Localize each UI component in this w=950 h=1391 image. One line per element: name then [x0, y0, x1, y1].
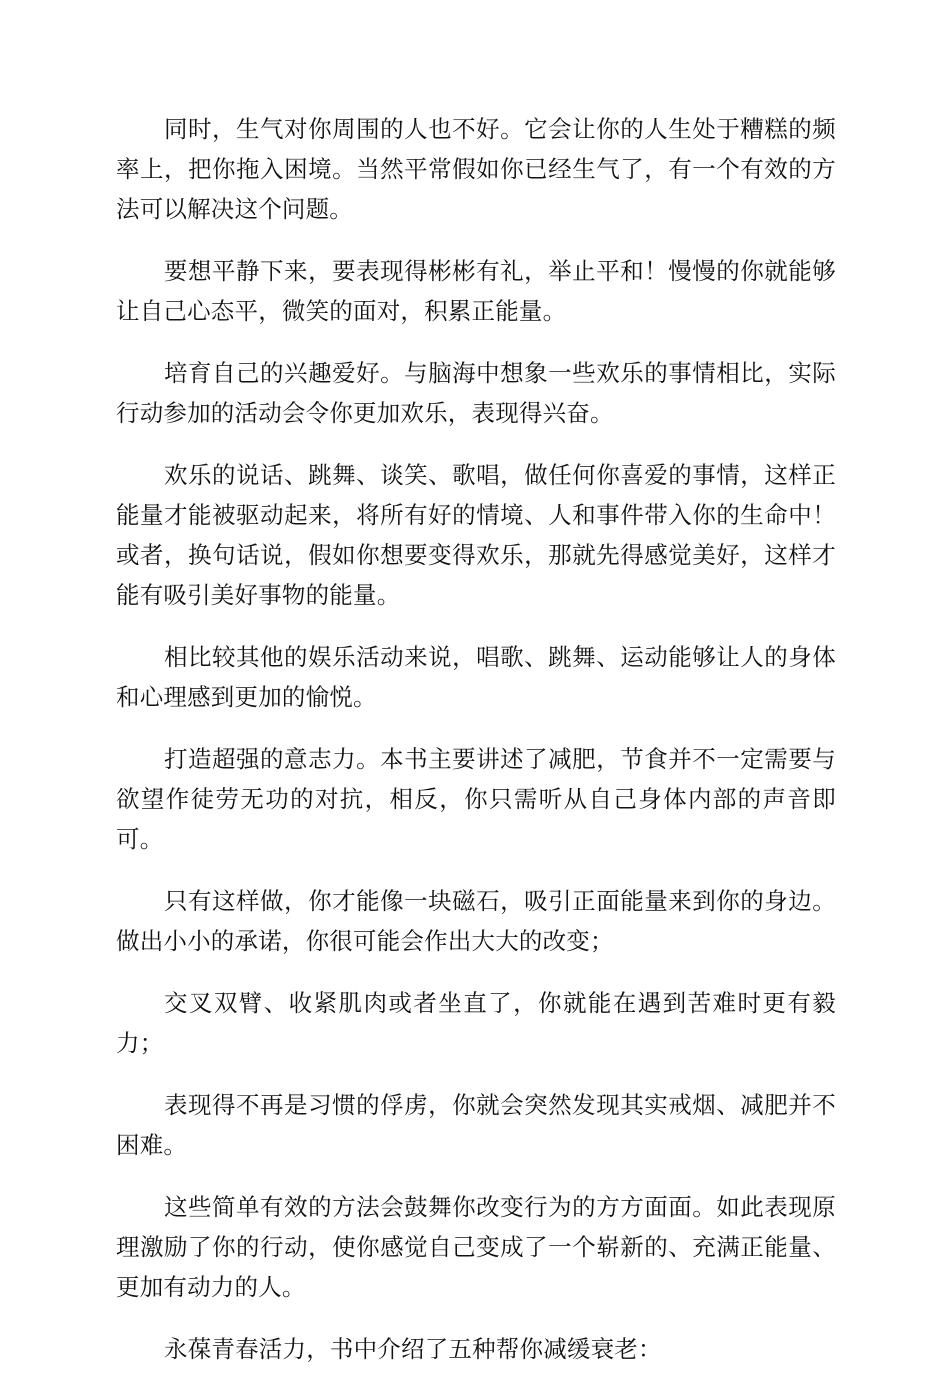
paragraph: 这些简单有效的方法会鼓舞你改变行为的方方面面。如此表现原理激励了你的行动，使你感觉自己变成了一个崭新的、充满正能量、更加有动力的人。: [116, 1193, 836, 1301]
paragraph: 打造超强的意志力。本书主要讲述了减肥，节食并不一定需要与欲望作徒劳无功的对抗，相反，你只需听从自己身体内部的声音即可。: [116, 745, 836, 853]
paragraph: 只有这样做，你才能像一块磁石，吸引正面能量来到你的身边。做出小小的承诺，你很可能会作出大大的改变；: [116, 887, 836, 955]
paragraph: 欢乐的说话、跳舞、谈笑、歌唱，做任何你喜爱的事情，这样正能量才能被驱动起来，将所有好的情境、人和事件带入你的生命中！或者，换句话说，假如你想要变得欢乐，那就先得感觉美好，这样才能有吸引美好事物的能量。: [116, 461, 836, 609]
paragraph: 交叉双臂、收紧肌肉或者坐直了，你就能在遇到苦难时更有毅力；: [116, 989, 836, 1057]
paragraph: 培育自己的兴趣爱好。与脑海中想象一些欢乐的事情相比，实际行动参加的活动会令你更加欢乐，表现得兴奋。: [116, 359, 836, 427]
paragraph: 表现得不再是习惯的俘虏，你就会突然发现其实戒烟、减肥并不困难。: [116, 1091, 836, 1159]
paragraph: 同时，生气对你周围的人也不好。它会让你的人生处于糟糕的频率上，把你拖入困境。当然平常假如你已经生气了，有一个有效的方法可以解决这个问题。: [116, 115, 836, 223]
paragraph: 永葆青春活力，书中介绍了五种帮你减缓衰老：: [164, 1335, 662, 1363]
document-body: [116, 109, 836, 1391]
paragraph: 相比较其他的娱乐活动来说，唱歌、跳舞、运动能够让人的身体和心理感到更加的愉悦。: [116, 643, 836, 711]
paragraph: 要想平静下来，要表现得彬彬有礼，举止平和！慢慢的你就能够让自己心态平，微笑的面对，积累正能量。: [116, 257, 836, 325]
